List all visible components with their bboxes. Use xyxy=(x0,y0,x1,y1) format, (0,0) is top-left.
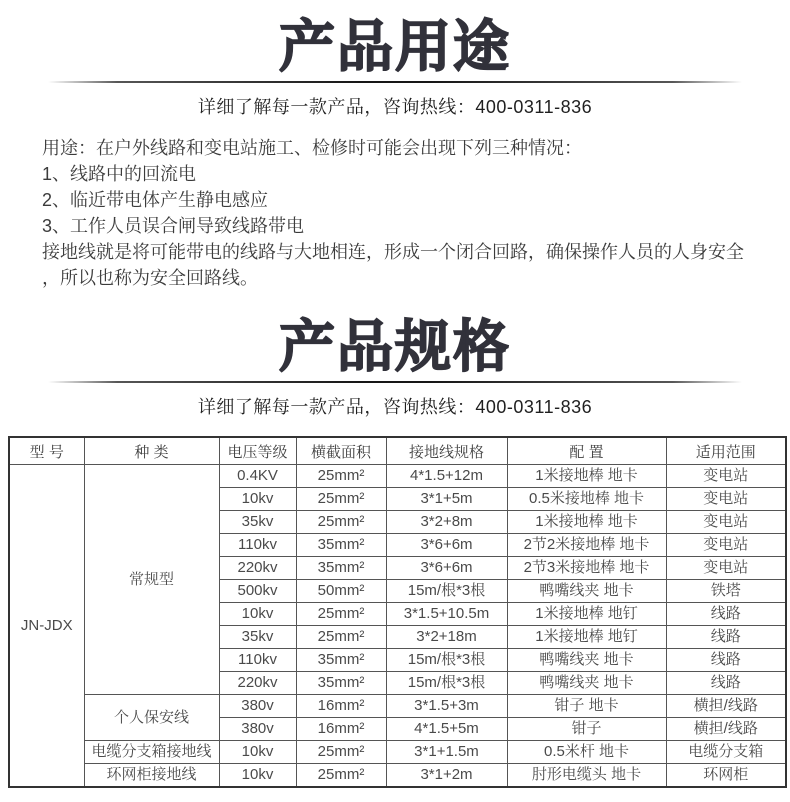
cell-scope: 线路 xyxy=(666,603,786,626)
cell-spec: 3*6+6m xyxy=(386,557,507,580)
spec-table-body xyxy=(9,465,786,788)
model-cell: JN-JDX xyxy=(9,465,84,788)
cell-scope: 线路 xyxy=(666,626,786,649)
table-row xyxy=(9,764,786,788)
table-row xyxy=(9,741,786,764)
cell-spec: 3*2+18m xyxy=(386,626,507,649)
cell-spec: 15m/根*3根 xyxy=(386,649,507,672)
cell-spec: 4*1.5+5m xyxy=(386,718,507,741)
cell-voltage: 220kv xyxy=(219,672,296,695)
cell-voltage: 110kv xyxy=(219,649,296,672)
cell-cross-section: 35mm² xyxy=(296,672,386,695)
cell-voltage: 380v xyxy=(219,718,296,741)
cell-scope: 变电站 xyxy=(666,534,786,557)
cell-voltage: 10kv xyxy=(219,488,296,511)
cell-config: 鸭嘴线夹 地卡 xyxy=(507,649,666,672)
usage-title: 产品用途 xyxy=(279,15,511,78)
header-spec: 接地线规格 xyxy=(386,437,507,465)
cell-scope: 线路 xyxy=(666,672,786,695)
cell-cross-section: 25mm² xyxy=(296,764,386,788)
cell-voltage: 220kv xyxy=(219,557,296,580)
cell-scope: 横担/线路 xyxy=(666,695,786,718)
cell-config: 1米接地棒 地钉 xyxy=(507,603,666,626)
cell-config: 1米接地棒 地钉 xyxy=(507,626,666,649)
cell-spec: 15m/根*3根 xyxy=(386,580,507,603)
cell-voltage: 35kv xyxy=(219,511,296,534)
cell-scope: 线路 xyxy=(666,649,786,672)
cell-scope: 变电站 xyxy=(666,465,786,488)
cell-cross-section: 25mm² xyxy=(296,741,386,764)
usage-line-item-3: 3、工作人员误合闸导致线路带电 xyxy=(42,216,305,236)
type-cell: 常规型 xyxy=(84,465,219,695)
usage-title-divider xyxy=(48,81,742,83)
cell-config: 2节3米接地棒 地卡 xyxy=(507,557,666,580)
cell-cross-section: 35mm² xyxy=(296,557,386,580)
cell-config: 肘形电缆头 地卡 xyxy=(507,764,666,788)
type-cell: 电缆分支箱接地线 xyxy=(84,741,219,764)
cell-voltage: 10kv xyxy=(219,603,296,626)
section-usage xyxy=(0,0,790,291)
cell-voltage: 380v xyxy=(219,695,296,718)
cell-config: 2节2米接地棒 地卡 xyxy=(507,534,666,557)
header-config: 配 置 xyxy=(507,437,666,465)
specs-title: 产品规格 xyxy=(279,315,511,378)
cell-cross-section: 16mm² xyxy=(296,718,386,741)
cell-spec: 4*1.5+12m xyxy=(386,465,507,488)
cell-spec: 3*2+8m xyxy=(386,511,507,534)
cell-config: 钳子 xyxy=(507,718,666,741)
cell-spec: 3*1+2m xyxy=(386,764,507,788)
cell-config: 鸭嘴线夹 地卡 xyxy=(507,580,666,603)
section-specs xyxy=(0,291,790,788)
usage-line-desc-1: 接地线就是将可能带电的线路与大地相连，形成一个闭合回路，确保操作人员的人身安全 xyxy=(42,242,744,262)
cell-cross-section: 50mm² xyxy=(296,580,386,603)
cell-spec: 3*1.5+10.5m xyxy=(386,603,507,626)
cell-cross-section: 25mm² xyxy=(296,511,386,534)
cell-voltage: 0.4KV xyxy=(219,465,296,488)
usage-line-intro: 用途：在户外线路和变电站施工、检修时可能会出现下列三种情况： xyxy=(42,138,582,158)
cell-cross-section: 25mm² xyxy=(296,488,386,511)
cell-scope: 变电站 xyxy=(666,488,786,511)
header-crosssection: 横截面积 xyxy=(296,437,386,465)
type-cell: 个人保安线 xyxy=(84,695,219,741)
cell-config: 1米接地棒 地卡 xyxy=(507,511,666,534)
specs-hotline-subtitle: 详细了解每一款产品，咨询热线：400-0311-836 xyxy=(197,397,593,417)
usage-text-block xyxy=(42,135,750,291)
cell-config: 0.5米接地棒 地卡 xyxy=(507,488,666,511)
cell-scope: 环网柜 xyxy=(666,764,786,788)
cell-cross-section: 25mm² xyxy=(296,465,386,488)
cell-scope: 电缆分支箱 xyxy=(666,741,786,764)
cell-voltage: 500kv xyxy=(219,580,296,603)
table-row xyxy=(9,465,786,488)
cell-spec: 3*6+6m xyxy=(386,534,507,557)
cell-spec: 3*1+5m xyxy=(386,488,507,511)
cell-voltage: 35kv xyxy=(219,626,296,649)
cell-config: 1米接地棒 地卡 xyxy=(507,465,666,488)
spec-table xyxy=(8,436,787,788)
cell-cross-section: 25mm² xyxy=(296,603,386,626)
cell-spec: 15m/根*3根 xyxy=(386,672,507,695)
cell-scope: 横担/线路 xyxy=(666,718,786,741)
cell-cross-section: 16mm² xyxy=(296,695,386,718)
cell-scope: 变电站 xyxy=(666,557,786,580)
cell-config: 0.5米杆 地卡 xyxy=(507,741,666,764)
header-voltage: 电压等级 xyxy=(219,437,296,465)
cell-voltage: 110kv xyxy=(219,534,296,557)
header-scope: 适用范围 xyxy=(666,437,786,465)
cell-cross-section: 35mm² xyxy=(296,534,386,557)
cell-voltage: 10kv xyxy=(219,741,296,764)
cell-scope: 变电站 xyxy=(666,511,786,534)
cell-spec: 3*1.5+3m xyxy=(386,695,507,718)
table-row xyxy=(9,695,786,718)
cell-voltage: 10kv xyxy=(219,764,296,788)
cell-spec: 3*1+1.5m xyxy=(386,741,507,764)
cell-config: 钳子 地卡 xyxy=(507,695,666,718)
specs-title-divider xyxy=(48,381,742,383)
usage-hotline-subtitle: 详细了解每一款产品，咨询热线：400-0311-836 xyxy=(197,97,593,117)
usage-line-item-1: 1、线路中的回流电 xyxy=(42,164,197,184)
table-header-row xyxy=(9,437,786,465)
header-model: 型 号 xyxy=(9,437,84,465)
type-cell: 环网柜接地线 xyxy=(84,764,219,788)
usage-line-item-2: 2、临近带电体产生静电感应 xyxy=(42,190,269,210)
cell-scope: 铁塔 xyxy=(666,580,786,603)
cell-config: 鸭嘴线夹 地卡 xyxy=(507,672,666,695)
cell-cross-section: 25mm² xyxy=(296,626,386,649)
header-type: 种 类 xyxy=(84,437,219,465)
usage-line-desc-2: ，所以也称为安全回路线。 xyxy=(42,268,258,288)
cell-cross-section: 35mm² xyxy=(296,649,386,672)
